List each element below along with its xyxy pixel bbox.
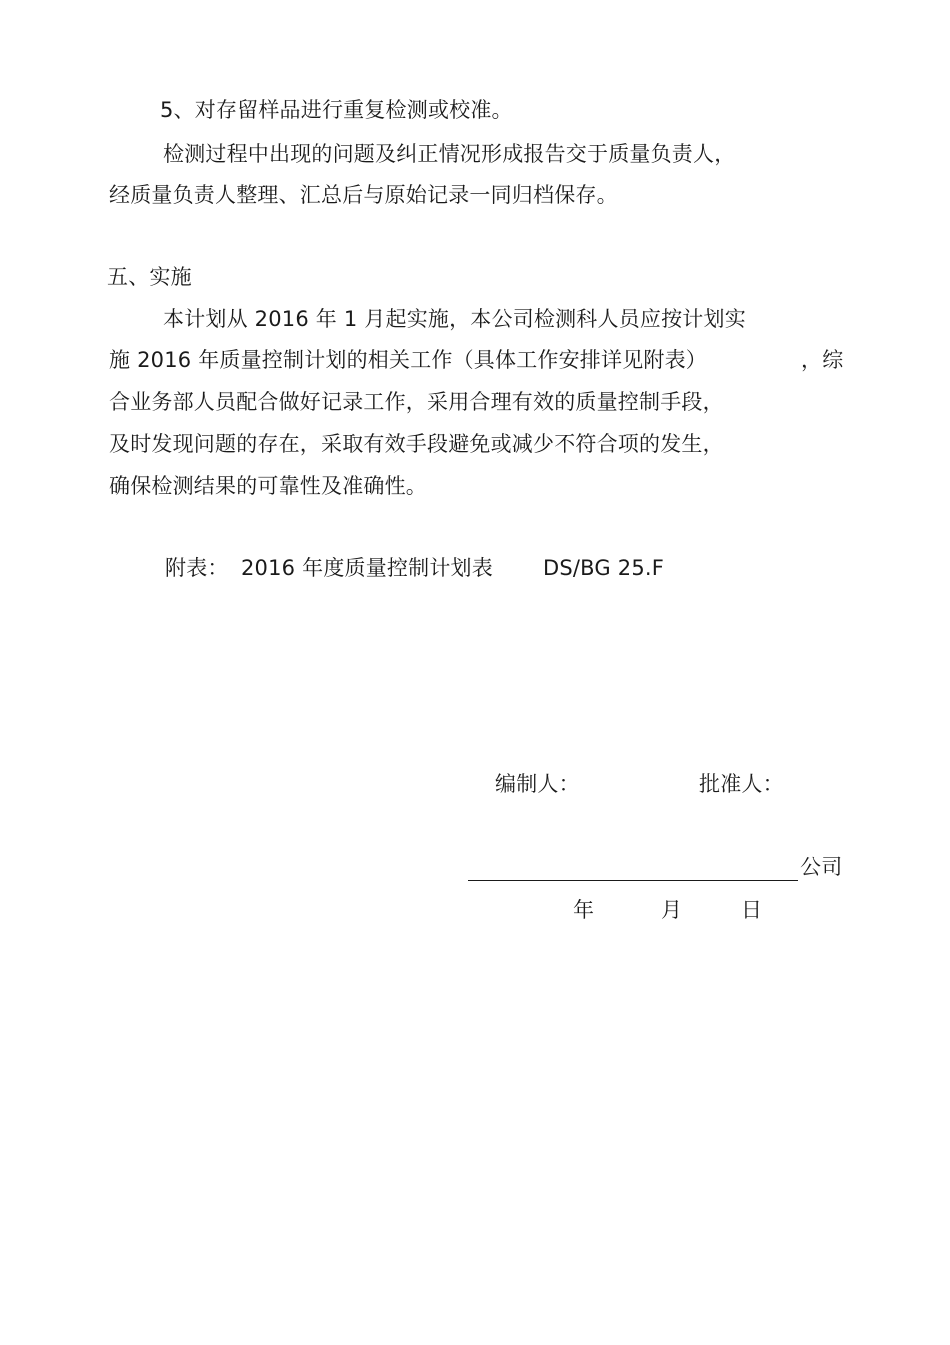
attachment-title: 2016 年度质量控制计划表: [241, 556, 493, 580]
paragraph-implement-line-3: 合业务部人员配合做好记录工作，采用合理有效的质量控制手段，: [109, 390, 724, 414]
date-day-label: 日: [741, 898, 763, 922]
section-heading-implementation: 五、实施: [107, 265, 192, 289]
attachment-code: DS/BG 25.F: [543, 556, 665, 580]
date-month-label: 月: [661, 898, 683, 922]
paragraph-implement-line-1: 本计划从 2016 年 1 月起实施，本公司检测科人员应按计划实: [163, 307, 746, 331]
list-item-5: 5、对存留样品进行重复检测或校准。: [160, 98, 513, 122]
paragraph-problems-line-2: 经质量负责人整理、汇总后与原始记录一同归档保存。: [109, 183, 618, 207]
paragraph-problems-line-1: 检测过程中出现的问题及纠正情况形成报告交于质量负责人，: [163, 142, 736, 166]
approved-by-label: 批准人：: [699, 772, 784, 796]
company-name-blank-line: [468, 880, 798, 881]
prepared-by-label: 编制人：: [495, 772, 580, 796]
paragraph-implement-line-5: 确保检测结果的可靠性及准确性。: [109, 474, 427, 498]
paragraph-implement-line-2-tail: ，综: [801, 348, 844, 372]
paragraph-implement-line-2: 施 2016 年质量控制计划的相关工作（具体工作安排详见附表）: [109, 348, 707, 372]
attachment-label: 附表：: [165, 556, 229, 580]
date-year-label: 年: [573, 898, 595, 922]
paragraph-implement-line-4: 及时发现问题的存在，采取有效手段避免或减少不符合项的发生，: [109, 432, 724, 456]
company-label: 公司: [800, 855, 843, 879]
